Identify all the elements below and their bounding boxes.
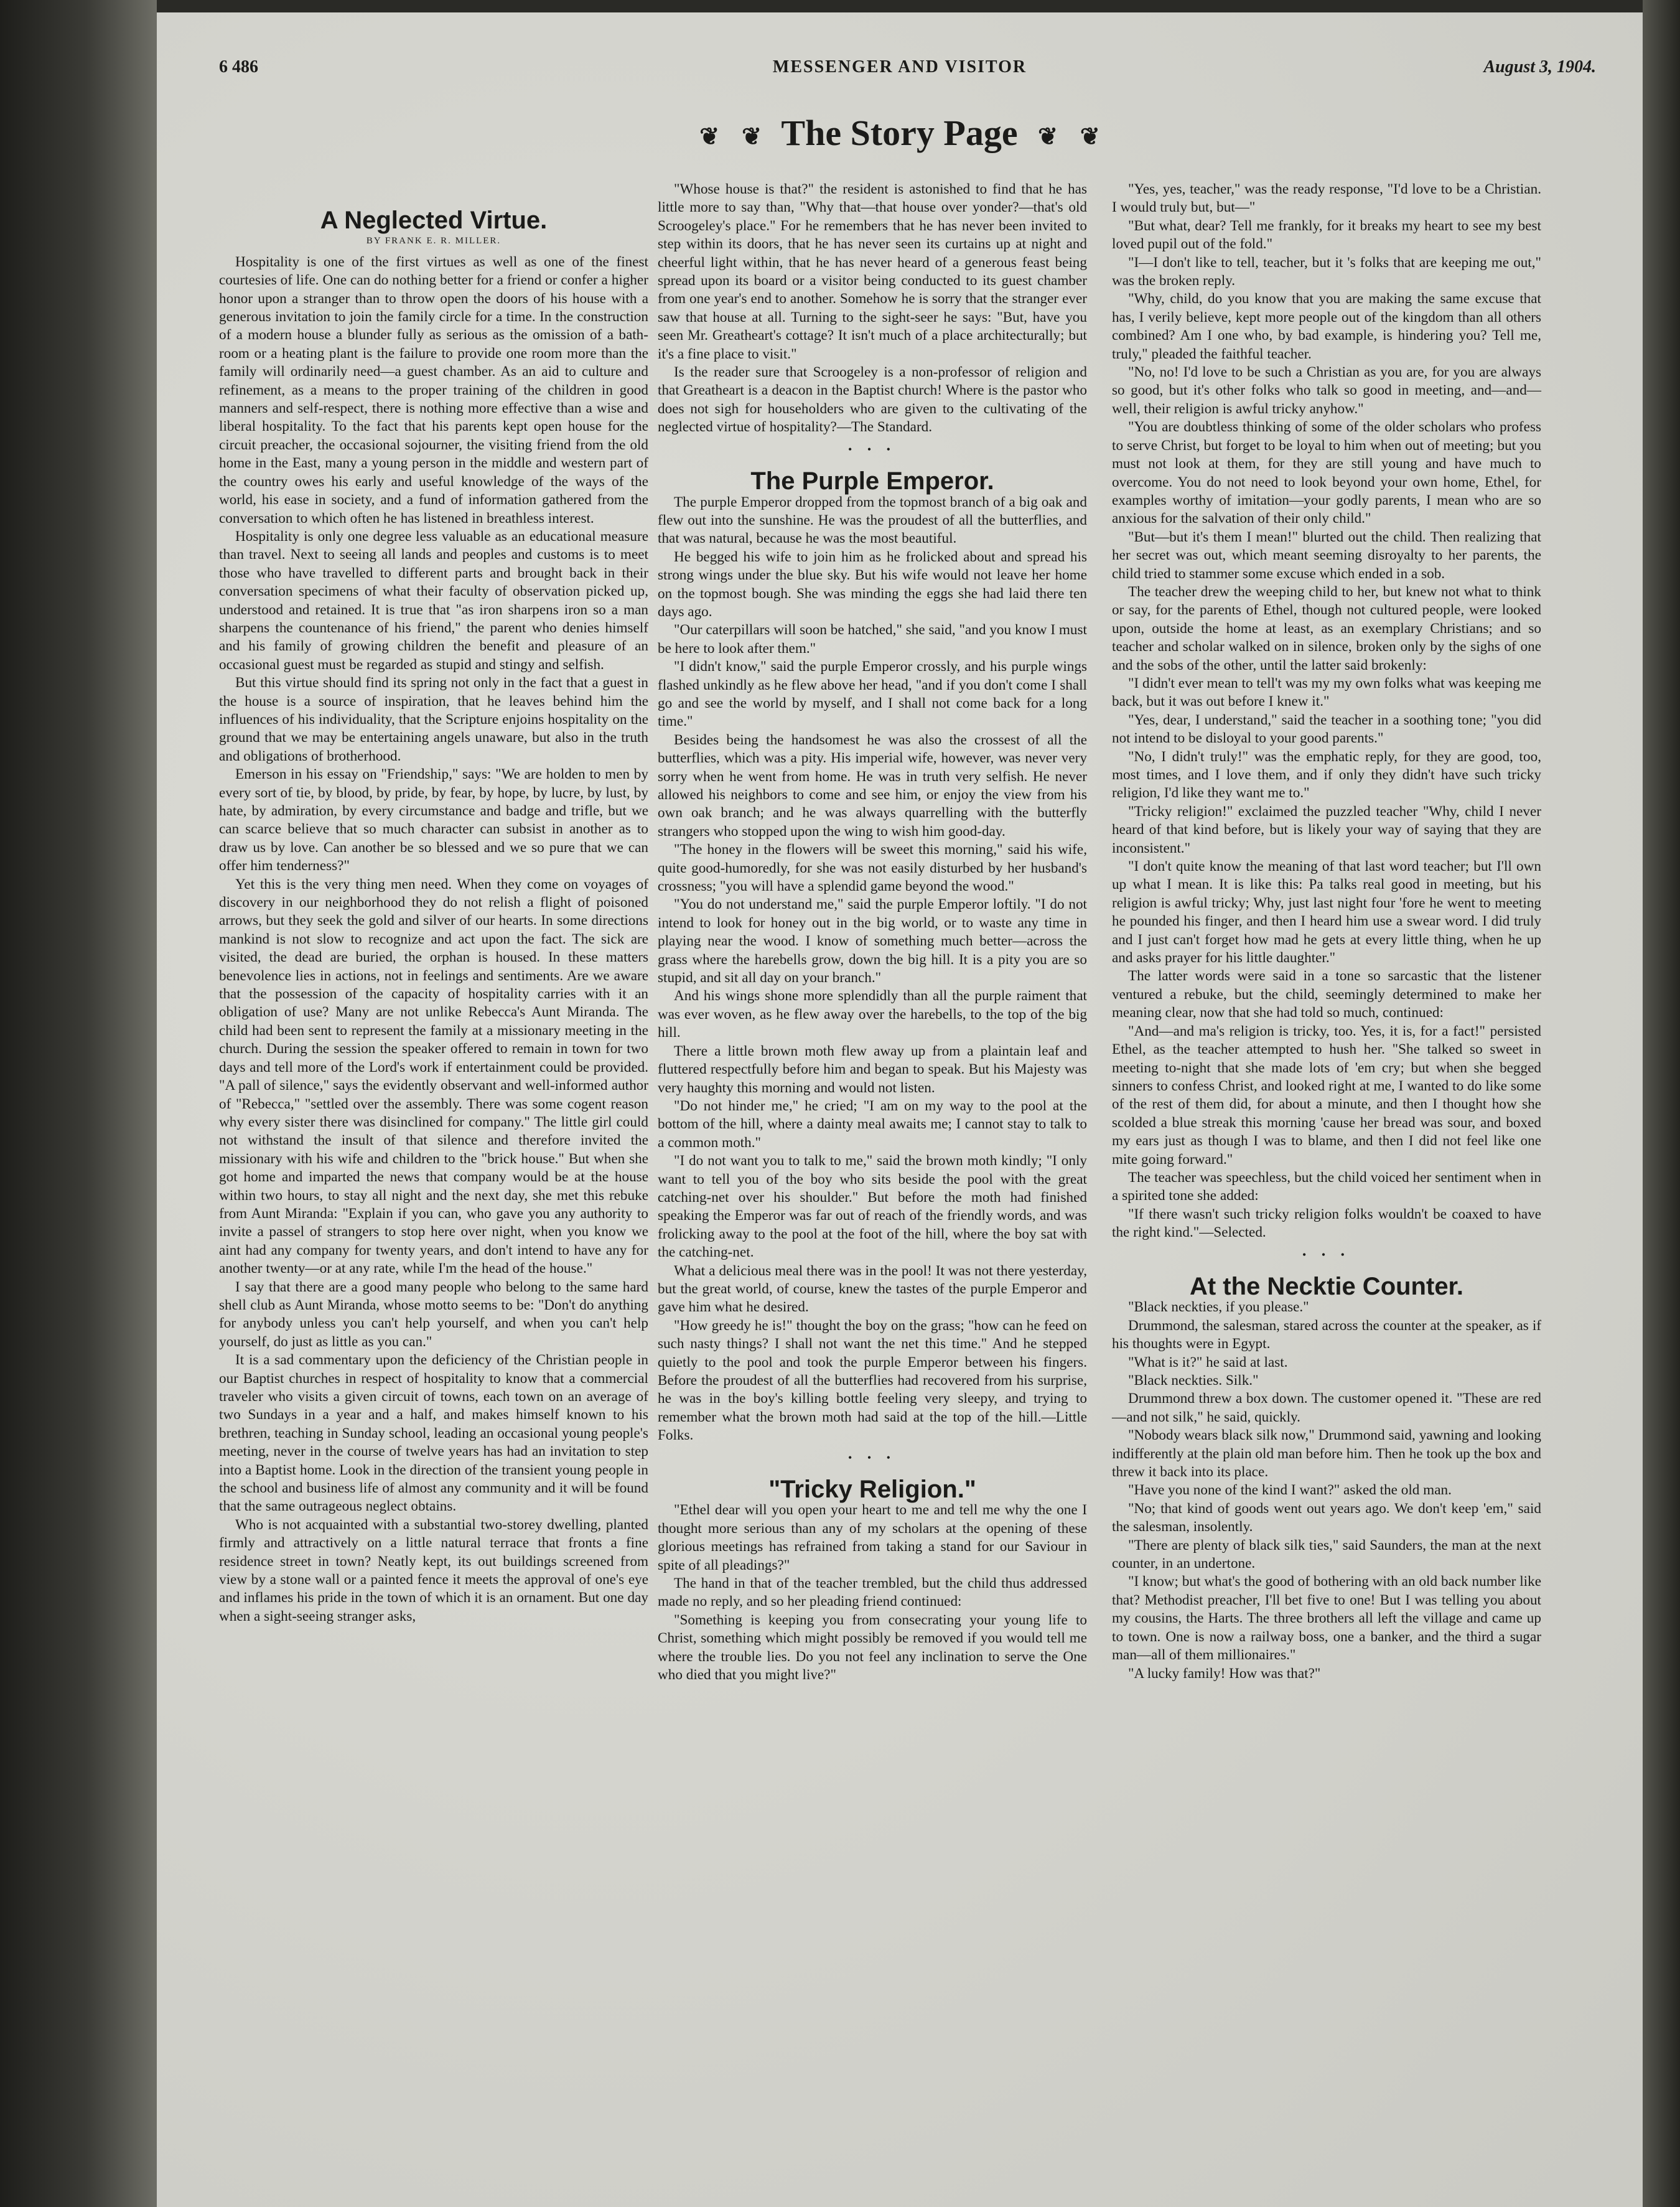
leaf-ornament-icon: ❦ bbox=[1038, 124, 1058, 151]
issue-date: August 3, 1904. bbox=[1483, 57, 1596, 77]
newspaper-page bbox=[157, 12, 1643, 2207]
paragraph: "Something is keeping you from consecrating your young life to Christ, something which might possibly be removed if you would tell me where the trouble lies. Do you not feel any inclination to serve the One who died that you might live?" bbox=[658, 1611, 1087, 1684]
paragraph: Hospitality is one of the first virtues as well as one of the finest courtesies of life. One can do nothing better for a friend or confer a higher honor upon a stranger than to throw open the doors of his house with a generous invitation to join the family circle for a time. In the construction of a modern house a blunder fully as serious as the omission of a bath-room or a heating plant is the failure to provide one room more than the family will ordinarily need—a guest chamber. As an aid to culture and refinement, as a means to the proper training of the children in good manners and self-respect, there is nothing more effective than a wise and liberal hospitality. To the fact that his parents kept open house for the circuit preacher, the occasional sojourner, the visiting friend from the old home in the East, many a young person in the middle and western part of the country owes his early and useful knowledge of the ways of the world, his ease in society, and a fund of information gathered from the conversation to which often he has listened in breathless interest. bbox=[219, 253, 648, 527]
page-number: 6 486 bbox=[219, 57, 258, 77]
paragraph: "Yes, dear, I understand," said the teacher in a soothing tone; "you did not intend to be disloyal to your good parents." bbox=[1112, 711, 1541, 747]
paragraph: "No, no! I'd love to be such a Christian as you are, for you are always so good, but it's other folks who talk so good in meeting, and—and—well, their religion is awful tricky anyhow." bbox=[1112, 364, 1541, 417]
paragraph: Drummond, the salesman, stared across the counter at the speaker, as if his thoughts were in Egypt. bbox=[1112, 1317, 1541, 1352]
section-heading bbox=[157, 112, 1643, 154]
paragraph: "I didn't ever mean to tell't was my my own folks what was keeping me back, but it was out before I knew it." bbox=[1112, 675, 1541, 710]
paragraph: "How greedy he is!" thought the boy on the grass; "how can he feed on such nasty things? I shall not want the net this time." And he stepped quietly to the pool and took the purple Emperor between his fingers. Before the proudest of all the butterflies had recovered from his surprise, he was in the boy's killing bottle feeling very sleepy, and trying to remember what the brown moth had said at the top of the hill.—Little Folks. bbox=[658, 1317, 1087, 1444]
paragraph: "You are doubtless thinking of some of the older scholars who profess to serve Christ, but forget to be loyal to him when out of meeting; but you must not look at them, for they are still young and have much to overcome. You do not need to look beyond your own home, Ethel, for examples worthy of imitation—your godly parents, I mean who are so anxious for the salvation of their only child." bbox=[1112, 419, 1541, 527]
leaf-ornament-icon: ❦ bbox=[1080, 124, 1100, 151]
paragraph: Besides being the handsomest he was also the crossest of all the butterflies, which was a pity. His imperial wife, however, was never very sorry when he went from home. He was in truth very selfish. He never allowed his neighbors to come and see him, or enjoy the view from his own oak branch; and he was always quarrelling with the butterfly strangers who stopped upon the wing to wish him good-day. bbox=[658, 731, 1087, 840]
paragraph: "Why, child, do you know that you are making the same excuse that has, I verily believe, kept more people out of the kingdom than all others combined? Am I one who, by bad example, is hindering you? Tell me, truly," pleaded the faithful teacher. bbox=[1112, 291, 1541, 362]
article-title: At the Necktie Counter. bbox=[1189, 1272, 1464, 1300]
paragraph: "There are plenty of black silk ties," said Saunders, the man at the next counter, in an undertone. bbox=[1112, 1537, 1541, 1572]
paragraph: The hand in that of the teacher trembled, but the child thus addressed made no reply, and so her pleading friend continued: bbox=[658, 1575, 1087, 1610]
paragraph: Drummond threw a box down. The customer opened it. "These are red—and not silk," he said, quickly. bbox=[1112, 1390, 1541, 1425]
paragraph: "I don't quite know the meaning of that last word teacher; but I'll own up what I mean. It is like this: Pa talks real good in meeting, but his religion is awful tricky; Why, just last night four 'fore he went to meeting he pounded his finger, and then I heard him use a swear word. I did truly and I just can't forget how mad he gets at every little thing, when he up and asks prayer for his little daughter." bbox=[1112, 858, 1541, 967]
scan-right-margin bbox=[1643, 0, 1680, 2207]
article-title: "Tricky Religion." bbox=[768, 1476, 976, 1504]
paragraph: "And—and ma's religion is tricky, too. Yes, it is, for a fact!" persisted Ethel, as the teacher attempted to hush her. "She talked so sweet in meeting to-night that she made lots of 'em cry; but when she begged sinners to confess Christ, and looked right at me, I wanted to do like some of the rest of them did, for about a minute, and then I thought how she scolded a blue streak this morning 'cause her bread was sour, and boxed my ears just as though I was to blame, and then I did not feel like one mite going forward." bbox=[1112, 1023, 1541, 1168]
paragraph: "Ethel dear will you open your heart to me and tell me why the one I thought more serious than any of my scholars at the opening of these glorious meetings has refrained from taking a stand for our Saviour in spite of all pleadings?" bbox=[658, 1502, 1087, 1573]
paragraph: "Have you none of the kind I want?" asked the old man. bbox=[1128, 1482, 1452, 1499]
paragraph: "You do not understand me," said the purple Emperor loftily. "I do not intend to look for honey out in the big world, or to waste any time in playing near the wood. I know of something much better—across the grass where the harebells grow, down the big hill. It is a pity you are so stupid, and sit all day on your branch." bbox=[658, 896, 1087, 986]
paragraph: "I—I don't like to tell, teacher, but it 's folks that are keeping me out," was the broken reply. bbox=[1112, 254, 1541, 289]
article-byline: BY FRANK E. R. MILLER. bbox=[366, 236, 502, 246]
section-separator: • • • bbox=[848, 1451, 897, 1464]
paragraph: "Tricky religion!" exclaimed the puzzled teacher "Why, child I never heard of that kind before, but is likely your way of saying that they are inconsistent." bbox=[1112, 803, 1541, 856]
paragraph: What a delicious meal there was in the pool! It was not there yesterday, but the great world, of course, knew the tastes of the purple Emperor and gave him what he desired. bbox=[658, 1262, 1087, 1316]
section-separator: • • • bbox=[1302, 1248, 1351, 1261]
section-separator: • • • bbox=[848, 443, 897, 456]
scan-left-margin bbox=[0, 0, 157, 2207]
paragraph: Who is not acquainted with a substantial two-storey dwelling, planted firmly and attractively on a little natural terrace that fronts a fine residence street in town? Neatly kept, its out buildings screened from view by a stone wall or a painted fence it meets the approval of one's eye and inflames his pride in the town of which it is an ornament. But one day when a sight-seeing stranger asks, bbox=[219, 1516, 648, 1624]
column-3 bbox=[1112, 180, 1541, 1683]
paragraph: "Black neckties, if you please." bbox=[1128, 1299, 1309, 1316]
paragraph: And his wings shone more splendidly than all the purple raiment that was ever woven, as he flew away over the harebells, to the top of the big hill. bbox=[658, 988, 1087, 1041]
paragraph: I say that there are a good many people who belong to the same hard shell club as Aunt Miranda, whose motto seems to be: "Don't do anything for anybody unless you can't help yourself, and when you can't help yourself, do just as little as you can." bbox=[219, 1278, 648, 1350]
paragraph: He begged his wife to join him as he frolicked about and spread his strong wings under the blue sky. But his wife would not leave her home on the topmost bough. She was minding the eggs she had laid there ten days ago. bbox=[658, 548, 1087, 620]
paragraph: There a little brown moth flew away up from a plaintain leaf and fluttered respectfully before him and began to speak. But his Majesty was very haughty this morning and would not listen. bbox=[658, 1043, 1087, 1096]
paragraph: "I didn't know," said the purple Emperor crossly, and his purple wings flashed unkindly as he flew above her head, "and if you don't come I shall go and see the world by myself, and I shall not come back for a long time." bbox=[658, 658, 1087, 730]
paragraph: "Nobody wears black silk now," Drummond said, yawning and looking indifferently at the plain old man before him. Then he took up the box and threw it back into its place. bbox=[1112, 1427, 1541, 1481]
paragraph: "I do not want you to talk to me," said the brown moth kindly; "I only want to tell you of the boy who sits beside the pool with the great catching-net over his shoulder." But before the moth had finished speaking the Emperor was far out of reach of the friendly words, and was frolicking away to the pool at the foot of the hill, where the boy sat with the catching-net. bbox=[658, 1153, 1087, 1261]
paragraph: "If there wasn't such tricky religion folks wouldn't be coaxed to have the right kind."—Selected. bbox=[1112, 1206, 1541, 1241]
paragraph: The latter words were said in a tone so sarcastic that the listener ventured a rebuke, but the child, seemingly determined to make her meaning clear, now that she had told so much, continued: bbox=[1112, 968, 1541, 1021]
column-2 bbox=[658, 180, 1087, 1685]
paragraph: "But—but it's them I mean!" blurted out the child. Then realizing that her secret was out, which meant seeming disroyalty to her parents, the child tried to stammer some excuse which ended in a sob. bbox=[1112, 528, 1541, 582]
paragraph: "No; that kind of goods went out years ago. We don't keep 'em," said the salesman, insolently. bbox=[1112, 1500, 1541, 1535]
paragraph: Emerson in his essay on "Friendship," says: "We are holden to men by every sort of tie, by blood, by pride, by fear, by hope, by lucre, by lust, by hate, by admiration, by every circumstance and badge and trifle, but we can scarce believe that so much character can subsist in another as to draw us by love. Can another be so blessed and we so pure that we can offer him tenderness?" bbox=[219, 766, 648, 874]
article-title: The Purple Emperor. bbox=[750, 467, 994, 495]
masthead: MESSENGER AND VISITOR bbox=[772, 57, 1027, 77]
section-title: The Story Page bbox=[781, 113, 1018, 153]
paragraph: "Black neckties. Silk." bbox=[1128, 1372, 1259, 1389]
paragraph: Yet this is the very thing men need. When they come on voyages of discovery in our neighborhood they do not relish a flight of poisoned arrows, but they seek the gold and silver of our hearts. In some directions mankind is not slow to recognize and act upon the fact. The sick are visited, the dead are buried, the orphan is housed. In these matters benevolence lies in actions, not in feelings and sentiments. Are we aware that the possession of the capacity of hospitality carries with it an obligation of use? Many are not unlike Rebecca's Aunt Miranda. The child had been sent to represent the family at a missionary meeting in the church. During the session the speaker offered to remain in town for two days and tell more of the Lord's work if entertainment could be provided. "A pall of silence," says the evidently observant and well-informed author of "Rebecca," "settled over the assembly. There was some cogent reason why every sister there was disinclined for company." The little girl could not withstand the insult of that silence and therefore invited the missionary with his wife and children to the "brick house." But when she got home and imparted the news that company would be at the house within two hours, to stay all night and the next day, she met this rebuke from Aunt Miranda: "Explain if you can, who gave you any authority to invite a passel of strangers to stop here over night, when you know we aint had any company for twenty years, and don't intend to have any for another twenty—or at any rate, while I'm the head of the house." bbox=[219, 876, 648, 1277]
paragraph: The teacher was speechless, but the child voiced her sentiment when in a spirited tone she added: bbox=[1112, 1169, 1541, 1204]
article-title: A Neglected Virtue. bbox=[320, 207, 548, 234]
paragraph: Is the reader sure that Scroogeley is a non-professor of religion and that Greatheart is a deacon in the Baptist church! Where is the pastor who does not sigh for householders who are given to the cultivating of the neglected virtue of hospitality?—The Standard. bbox=[658, 364, 1087, 436]
paragraph: "Our caterpillars will soon be hatched," she said, "and you know I must be here to look after them." bbox=[658, 622, 1087, 657]
leaf-ornament-icon: ❦ bbox=[699, 124, 720, 151]
paragraph: "No, I didn't truly!" was the emphatic reply, for they are good, too, most times, and I love them, and if only they didn't have such tricky religion, I'd like they want me to." bbox=[1112, 748, 1541, 802]
paragraph: "What is it?" he said at last. bbox=[1128, 1354, 1288, 1371]
paragraph: "I know; but what's the good of bothering with an old back number like that? Methodist preacher, I'll bet five to one! But I was telling you about my cousins, the Harts. The three brothers all left the village and came up to town. One is now a railway boss, one a banker, and the third a sugar man—all of them millionaires." bbox=[1112, 1573, 1541, 1664]
paragraph: "Do not hinder me," he cried; "I am on my way to the pool at the bottom of the hill, where a dainty meal awaits me; I cannot stay to talk to a common moth." bbox=[658, 1097, 1087, 1151]
paragraph: "A lucky family! How was that?" bbox=[1128, 1665, 1321, 1682]
paragraph: The purple Emperor dropped from the topmost branch of a big oak and flew out into the sunshine. He was the proudest of all the butterflies, and that was natural, because he was the most beautiful. bbox=[658, 494, 1087, 547]
paragraph: "The honey in the flowers will be sweet this morning," said his wife, quite good-humoredly, for she was not easily disturbed by her husband's crossness; "you will have a splendid game beyond the wood." bbox=[658, 841, 1087, 895]
paragraph: "But what, dear? Tell me frankly, for it breaks my heart to see my best loved pupil out of the fold." bbox=[1112, 217, 1541, 253]
column-1 bbox=[219, 180, 648, 1626]
paragraph: It is a sad commentary upon the deficiency of the Christian people in our Baptist churches in respect of hospitality to know that a commercial traveler who visits a given circuit of towns, each town on an average of two Sundays in a year and a half, and makes himself known to his brethren, teaching in Sunday school, leading an occasional young people's meeting, never in the course of twelve years has had an invitation to step into a Baptist home. Look in the direction of the transient young people in the school and business life of almost any community and it will be found that the same outrageous neglect obtains. bbox=[219, 1352, 648, 1515]
paragraph: Hospitality is only one degree less valuable as an educational measure than travel. Next to seeing all lands and peoples and customs is to meet those who have travelled to different parts and brought back in their conversation specimens of what their faculty of observation picked up, understood and retained. It is true that "as iron sharpens iron so a man sharpens the countenance of his friend," the parent who denies himself and his family of growing children the benefit and pleasure of an occasional guest must be regarded as stupid and stingy and selfish. bbox=[219, 528, 648, 673]
paragraph: But this virtue should find its spring not only in the fact that a guest in the house is a source of inspiration, that he leaves behind him the influences of his individuality, that the Scripture enjoins hospitality on the ground that we may be entertaining angels unaware, but also in the truth and obligations of brotherhood. bbox=[219, 675, 648, 764]
paragraph: "Yes, yes, teacher," was the ready response, "I'd love to be a Christian. I would truly but, but—" bbox=[1112, 181, 1541, 216]
paragraph: "Whose house is that?" the resident is astonished to find that he has little more to say than, "Why that—that house over yonder?—that's old Scroogeley's place." For he remembers that he has never been invited to step within its doors, that he has never seen its curtains up at night and cheerful light within, that he has never heard of a generous feast being spread upon its board or a visitor being conducted to its guest chamber from one year's end to another. Somehow he is sorry that the stranger ever saw that house at all. Turning to the sight-seer he says: "But, have you seen Mr. Greatheart's cottage? It isn't much of a place architecturally; but it's a fine place to visit." bbox=[658, 181, 1087, 362]
leaf-ornament-icon: ❦ bbox=[742, 124, 762, 151]
paragraph: The teacher drew the weeping child to her, but knew not what to think or say, for the parents of Ethel, though not cultured people, were looked upon, outside the home at least, as an exemplary Christians; and so teacher and scholar walked on in silence, broken only by the sighs of one and the sobs of the other, until the latter said brokenly: bbox=[1112, 583, 1541, 673]
